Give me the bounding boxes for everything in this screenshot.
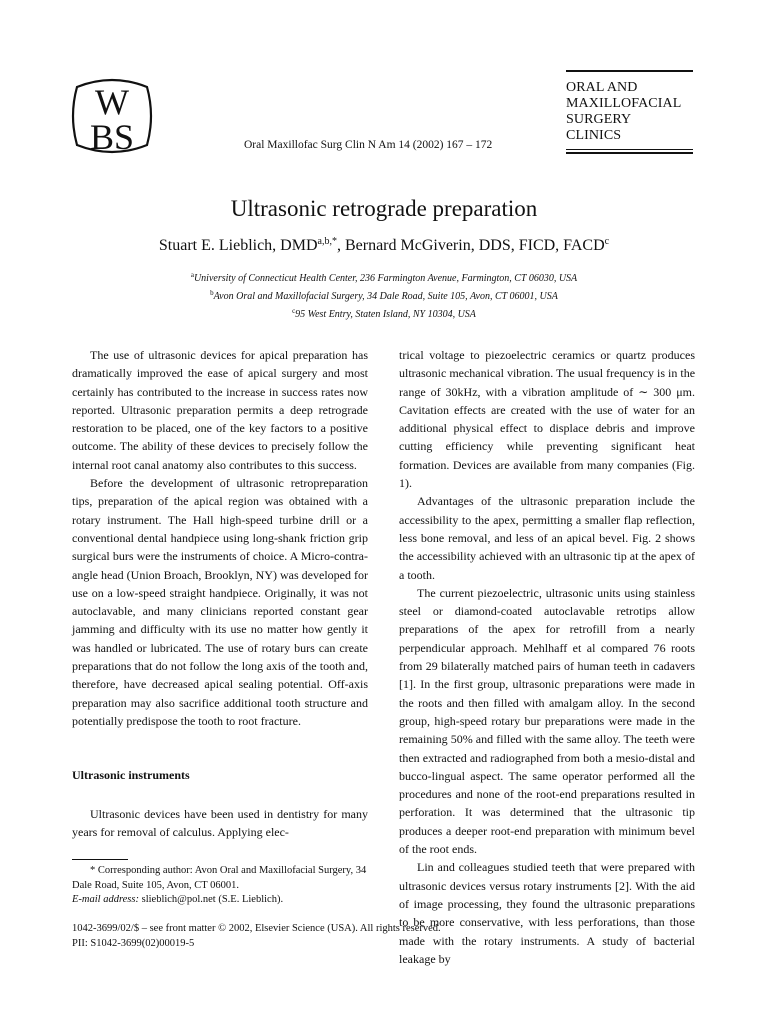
brand-bottom-rules bbox=[566, 149, 693, 154]
journal-reference: Oral Maxillofac Surg Clin N Am 14 (2002) 167 – 172 bbox=[244, 139, 493, 151]
brand-top-rule bbox=[566, 70, 693, 72]
journal-brand bbox=[566, 70, 693, 148]
author-list bbox=[0, 236, 768, 255]
left-column bbox=[72, 346, 368, 841]
brand-rule-thick bbox=[566, 152, 693, 154]
body-paragraph: Advantages of the ultrasonic preparation include the accessibility to the apex, permitting a smaller flap reflection, less bone removal, and less of an apical bevel. Fig. 2 shows the accessibility achieved with an ultrasonic tip at the apex of a tooth. bbox=[399, 494, 695, 582]
author-affil-sup: a,b,* bbox=[317, 236, 337, 247]
body-paragraph: The current piezoelectric, ultrasonic units using stainless steel or diamond-coated autoclavable retrotips allow preparations of the apex for retrofill from a nearly perpendicular approach. Mehlhaff et al compared 76 roots from 29 bilaterally matched pairs of human teeth in cadavers [1]. In the first group, ultrasonic preparations were made in the roots and then filled with amalgam alloy. In the second group, high-speed rotary bur preparations were made in the remaining 50% and filled with the same alloy. The teeth were then extracted and radiographed from both a mesio-distal and bucco-lingual aspect. The same operator performed all the procedures and none of the root-end preparations resulted in perforation. It was determined that the ultrasonic tip produces a deeper root-end preparation with minimum bevel of the root ends. bbox=[399, 585, 695, 857]
footnote bbox=[72, 864, 372, 908]
affiliation-text: University of Connecticut Health Center, 236 Farmington Avenue, Farmington, CT 06030, USA bbox=[193, 273, 578, 284]
author-name: Bernard McGiverin, DDS, FICD, FACD bbox=[344, 237, 605, 254]
brand-line: CLINICS bbox=[566, 128, 622, 143]
footnote-rule bbox=[72, 859, 128, 860]
section-heading: Ultrasonic instruments bbox=[72, 768, 190, 783]
brand-line: MAXILLOFACIAL bbox=[566, 96, 682, 111]
corresponding-author-note: * Corresponding author: Avon Oral and Maxillofacial Surgery, 34 Dale Road, Suite 105, Avon, CT 06001. bbox=[72, 865, 367, 891]
affiliation-text: 95 West Entry, Staten Island, NY 10304, USA bbox=[295, 309, 476, 320]
email-line bbox=[72, 893, 372, 908]
svg-text:BS: BS bbox=[89, 117, 135, 157]
affiliation-sup: a bbox=[190, 271, 194, 279]
author-affil-sup: c bbox=[604, 236, 610, 247]
author-name: Stuart E. Lieblich, DMD bbox=[158, 237, 318, 254]
body-paragraph: trical voltage to piezoelectric ceramics or quartz produces ultrasonic mechanical vibration. The usual frequency is in the range of 30kHz, with a vibration amplitude of ∼ 300 μm. Cavitation effects are created with the use of water for an additional physical effect to displace debris and improve cutting efficiency while preventing significant heat formation. Devices are available from many companies (Fig. 1). bbox=[399, 348, 696, 491]
body-paragraph: Before the development of ultrasonic retropreparation tips, preparation of the apical region was obtained with a rotary instrument. The Hall high-speed turbine drill or a conventional dental handpiece using long-shank friction grip surgical burs were the instruments of choice. A Micro-contra-angle head (Union Broach, Brooklyn, NY) was developed for use on a low-speed straight handpiece. Originally, it was not autoclavable, and many clinicians reported constant gear jamming and difficulty with its use no matter how gently it was handled or lubricated. The use of rotary burs can create preparations that do not follow the long axis of the tooth and, therefore, have decreased apical sealing potential. Off-axis preparation may also sacrifice additional tooth structure and potentially predispose the tooth to root fracture. bbox=[72, 476, 368, 728]
affiliation bbox=[0, 304, 768, 322]
affiliation bbox=[0, 268, 768, 286]
svg-text:W: W bbox=[95, 82, 129, 122]
brand-line: ORAL AND bbox=[566, 80, 638, 95]
email-label: E-mail address: bbox=[72, 894, 139, 905]
publisher-logo bbox=[67, 69, 157, 163]
wbs-logo-graphic bbox=[67, 69, 157, 163]
affiliation-sup: c bbox=[292, 307, 296, 315]
article-title: Ultrasonic retrograde preparation bbox=[230, 196, 538, 221]
author-separator: , bbox=[336, 237, 345, 254]
copyright-line: 1042-3699/02/$ – see front matter © 2002, Elsevier Science (USA). All rights reserved. bbox=[72, 923, 441, 934]
brand-name bbox=[566, 74, 693, 148]
pii-line: PII: S1042-3699(02)00019-5 bbox=[72, 937, 195, 949]
affiliation bbox=[0, 286, 768, 304]
brand-rule-thin bbox=[566, 149, 693, 150]
body-paragraph: The use of ultrasonic devices for apical preparation has dramatically improved the ease of apical surgery and most certainly has contributed to the increase in success rates now reported. Ultrasonic preparation permits a deep retrograde restoration to be placed, one of the key factors to a positive outcome. The ability of these devices to precisely follow the internal root canal anatomy also contributes to this success. bbox=[72, 348, 368, 472]
right-column bbox=[399, 346, 695, 968]
brand-line: SURGERY bbox=[566, 112, 632, 127]
affiliation-text: Avon Oral and Maxillofacial Surgery, 34 Dale Road, Suite 105, Avon, CT 06001, USA bbox=[213, 291, 558, 302]
copyright-block bbox=[72, 922, 441, 951]
affiliation-sup: b bbox=[210, 289, 214, 297]
body-paragraph: Lin and colleagues studied teeth that were prepared with ultrasonic devices versus rotary instruments [2]. With the aid of image processing, they found the ultrasonic preparations to be more conservative, with less perforations, than those made with the rotary instruments. A study of bacterial leakage by bbox=[399, 860, 695, 966]
email-address[interactable]: slieblich@pol.net (S.E. Lieblich). bbox=[138, 894, 284, 905]
affiliations bbox=[0, 268, 768, 322]
body-paragraph: Ultrasonic devices have been used in dentistry for many years for removal of calculus. Applying elec- bbox=[72, 806, 368, 839]
